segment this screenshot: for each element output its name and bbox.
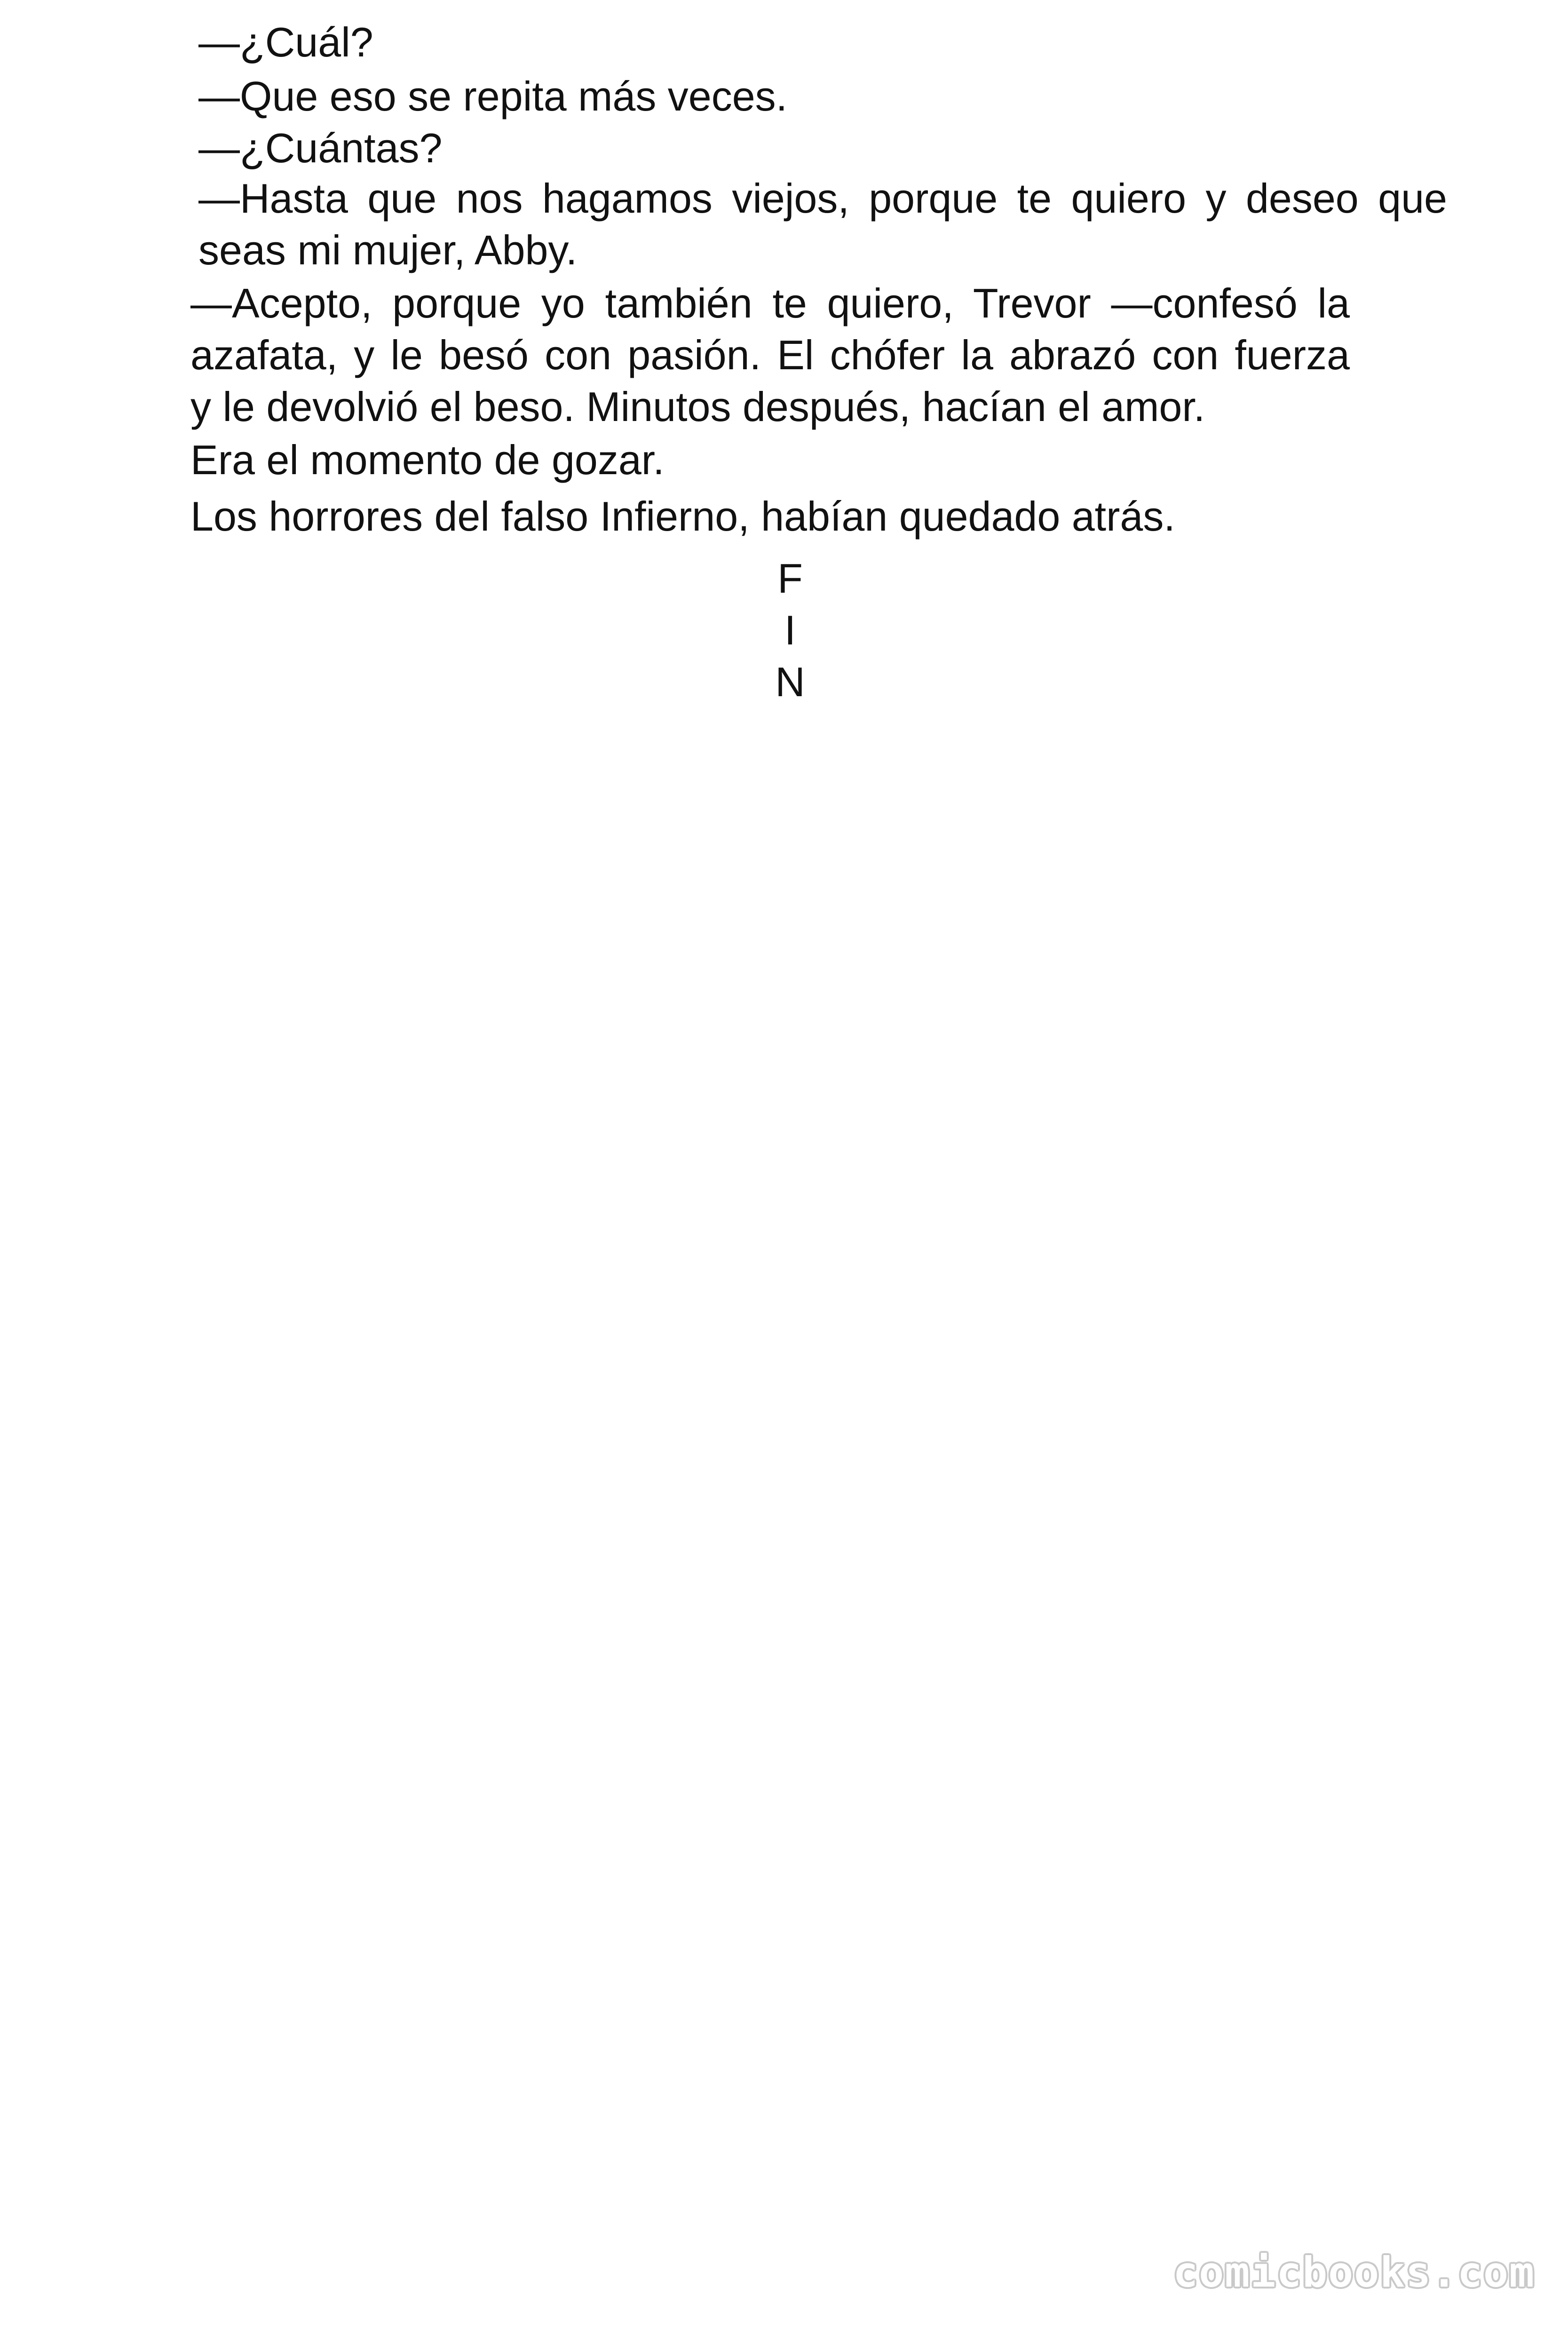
paragraph-line: y le devolvió el beso. Minutos después, hacían el amor. xyxy=(190,383,1205,430)
paragraph-line: Los horrores del falso Infierno, habían quedado atrás. xyxy=(190,493,1175,540)
paragraph-line: azafata, y le besó con pasión. El chófer la abrazó con fuerza xyxy=(190,332,1350,378)
dialogue-line: —Que eso se repita más veces. xyxy=(198,73,788,119)
dialogue-line: —Hasta que nos hagamos viejos, porque te quiero y deseo que xyxy=(198,175,1447,222)
paragraph-line: —Acepto, porque yo también te quiero, Trevor —confesó la xyxy=(190,280,1350,326)
paragraph-line: Era el momento de gozar. xyxy=(190,437,665,483)
watermark-logo: comicbooks.com xyxy=(1173,2248,1535,2296)
dialogue-line: —¿Cuál? xyxy=(198,19,373,65)
fin-letter: N xyxy=(775,659,805,705)
fin-letter: F xyxy=(777,555,803,602)
fin-letter: I xyxy=(784,607,796,653)
dialogue-line: —¿Cuántas? xyxy=(198,125,443,171)
dialogue-line: seas mi mujer, Abby. xyxy=(198,227,578,273)
